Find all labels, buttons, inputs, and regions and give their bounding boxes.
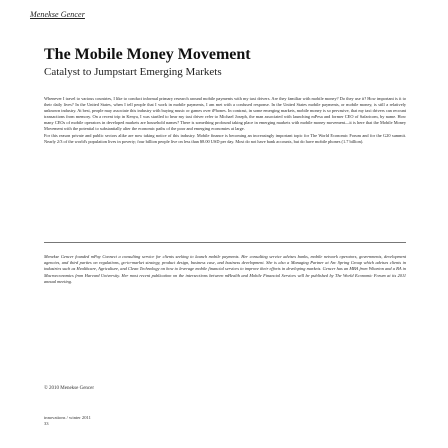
copyright-notice: © 2010 Menekse Gencer: [44, 386, 95, 391]
section-divider: [44, 242, 406, 243]
author-name: Menekse Gencer: [30, 10, 85, 19]
article-title: The Mobile Money Movement: [44, 46, 251, 63]
journal-issue: innovations / winter 2011: [44, 415, 91, 420]
page-number: 33: [44, 421, 49, 427]
page-footer: [44, 415, 91, 427]
body-paragraph: For this reason private and public sectors alike are now taking notice of this industry. Mobile finance is becoming an increasingly important topic for The World Economic Forum and for the G20 summit. Nearly 2/3 of the world's population lives in poverty; four billion people live on less than $8.00 USD per day. Most do not have bank accounts, but do have mobile phones (1.7 billion).: [44, 132, 406, 144]
author-bio: Menekse Gencer founded mPay Connect a consulting service for clients seeking to launch mobile payments. Her consulting service advises banks, mobile network operators, governments, development agencies, and third parties on regulations, go-to-market strategy, product design, business case, and business development. She is also a Managing Partner at Arc Spring Group which advises clients in industries such as Healthcare, Agriculture, and Clean Technology on how to leverage mobile financial services to improve their efforts in developing markets. Gencer has an MBA from Wharton and a BA in Macroeconomics from Harvard University. Her most recent publication on the intersections between mHealth and Mobile Financial Services will be published by The World Economic Forum at its 2011 annual meeting.: [44, 254, 406, 284]
article-body: [44, 96, 406, 145]
body-paragraph: Whenever I travel to various countries, I like to conduct informal primary research around mobile payments with my taxi drivers. Are they familiar with mobile money? Do they use it? How important is it to their daily lives? In the United States, when I tell people that I work in mobile payments, I am met with a confused response. In the United States mobile payments, or mobile money, is still a relatively unknown industry. At best, people may associate this industry with buying music or games over iPhones. In contrast, in some emerging markets, mobile money is so pervasive, that my taxi drivers can recount transactions from memory. On a recent trip in Kenya, I was startled to hear my taxi driver refer to Michael Joseph, the man associated with launching mPesa and former CEO of Safaricom, by name. How many CEOs of mobile operators in developed markets are household names? There is something profound taking place in emerging markets with mobile money movement—it is here that the Mobile Money Movement with the potential to substantially alter the economic paths of the poor and emerging economies at large.: [44, 96, 406, 132]
article-subtitle: Catalyst to Jumpstart Emerging Markets: [44, 66, 222, 78]
